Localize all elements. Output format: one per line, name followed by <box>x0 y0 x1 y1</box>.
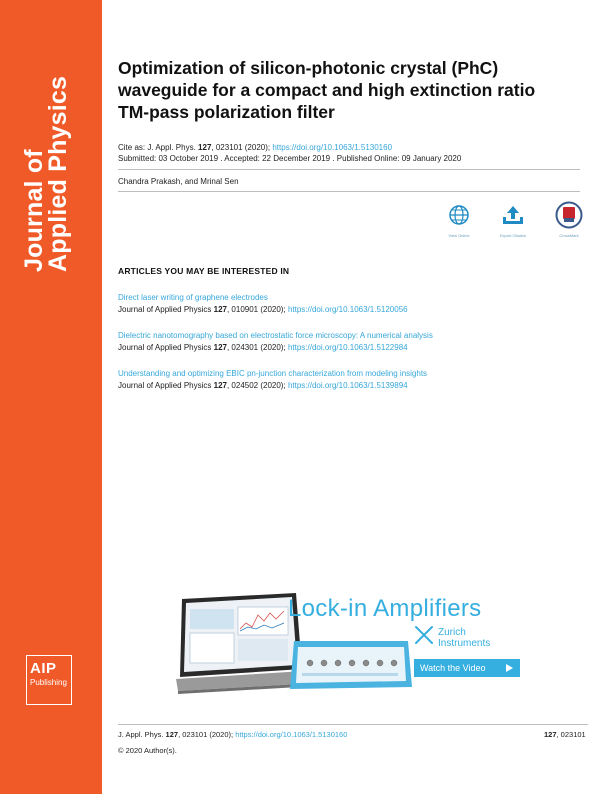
ref-doi-link[interactable]: https://doi.org/10.1063/1.5120056 <box>287 305 408 314</box>
brand-line2: Instruments <box>438 638 491 649</box>
brand-line1: Zurich <box>438 627 466 638</box>
ref-doi-link[interactable]: https://doi.org/10.1063/1.5122984 <box>287 343 408 352</box>
ref-volume: 127 <box>213 343 227 352</box>
journal-sidebar <box>0 0 102 794</box>
journal-name-line2: Applied Physics <box>44 75 72 272</box>
footer-right-pages: , 023101 <box>556 730 586 739</box>
footer-pages: , 023101 (2020); <box>178 730 234 739</box>
copyright-notice: © 2020 Author(s). <box>118 746 177 755</box>
related-article-title[interactable]: Direct laser writing of graphene electrodes <box>118 293 268 302</box>
related-article-ref <box>118 304 580 315</box>
ref-pages: , 010901 (2020); <box>226 305 286 314</box>
watch-video-button[interactable] <box>414 659 520 677</box>
ref-journal: Journal of Applied Physics <box>118 381 212 390</box>
divider <box>118 169 580 170</box>
ref-journal: Journal of Applied Physics <box>118 343 212 352</box>
footer-page-ref <box>544 730 586 740</box>
citation-line <box>118 142 578 153</box>
watch-video-label: Watch the Video <box>420 663 486 673</box>
related-articles-heading: ARTICLES YOU MAY BE INTERESTED IN <box>118 266 290 276</box>
footer-right-volume: 127 <box>544 730 557 739</box>
related-article-title[interactable]: Understanding and optimizing EBIC pn-junction characterization from modeling insights <box>118 369 428 378</box>
related-article <box>118 330 580 353</box>
journal-name-line1: Journal of <box>20 149 48 272</box>
ref-journal: Journal of Applied Physics <box>118 305 212 314</box>
export-citation-label: Export Citation <box>499 233 527 238</box>
crossmark-button[interactable] <box>546 200 592 238</box>
export-icon <box>498 200 528 230</box>
journal-name <box>22 32 70 272</box>
view-online-label: View Online <box>448 233 470 238</box>
footer-doi-link[interactable]: https://doi.org/10.1063/1.5130160 <box>235 730 348 739</box>
ad-title: Lock-in Amplifiers <box>288 595 482 622</box>
article-title: Optimization of silicon-photonic crystal (PhC) waveguide for a compact and high extinction ratio TM-pass polarization filter <box>118 58 536 122</box>
cite-doi-link[interactable]: https://doi.org/10.1063/1.5130160 <box>272 143 393 152</box>
authors[interactable]: Chandra Prakash, and Mrinal Sen <box>118 177 239 186</box>
aip-publishing-logo[interactable] <box>26 655 72 705</box>
globe-icon <box>444 200 474 230</box>
logo-publishing-text: Publishing <box>30 678 67 687</box>
related-article-ref <box>118 380 580 391</box>
divider <box>118 191 580 192</box>
footer-journal: J. Appl. Phys. <box>118 730 164 739</box>
footer-citation <box>118 730 347 740</box>
zurich-instruments-brand <box>438 627 490 649</box>
footer-volume: 127 <box>165 730 179 739</box>
advertisement-banner[interactable] <box>176 585 534 703</box>
play-icon <box>504 663 514 673</box>
ref-pages: , 024502 (2020); <box>226 381 286 390</box>
ref-pages: , 024301 (2020); <box>226 343 286 352</box>
cite-label: Cite as: J. Appl. Phys. <box>118 143 196 152</box>
ref-doi-link[interactable]: https://doi.org/10.1063/1.5139894 <box>287 381 408 390</box>
related-article-ref <box>118 342 580 353</box>
crossmark-label: CrossMark <box>559 233 579 238</box>
view-online-button[interactable] <box>436 200 482 238</box>
cite-volume: 127 <box>198 143 212 152</box>
export-citation-button[interactable] <box>490 200 536 238</box>
publication-dates: Submitted: 03 October 2019 . Accepted: 22 December 2019 . Published Online: 09 January 2020 <box>118 154 462 163</box>
ref-volume: 127 <box>213 381 227 390</box>
related-article-title[interactable]: Dielectric nanotomography based on electrostatic force microscopy: A numerical analysis <box>118 331 433 340</box>
cite-rest: , 023101 (2020); <box>211 143 271 152</box>
logo-aip-text: AIP <box>30 660 57 677</box>
ref-volume: 127 <box>213 305 227 314</box>
footer-divider <box>118 724 588 725</box>
related-article <box>118 368 580 391</box>
crossmark-icon <box>554 200 584 230</box>
related-article <box>118 292 580 315</box>
